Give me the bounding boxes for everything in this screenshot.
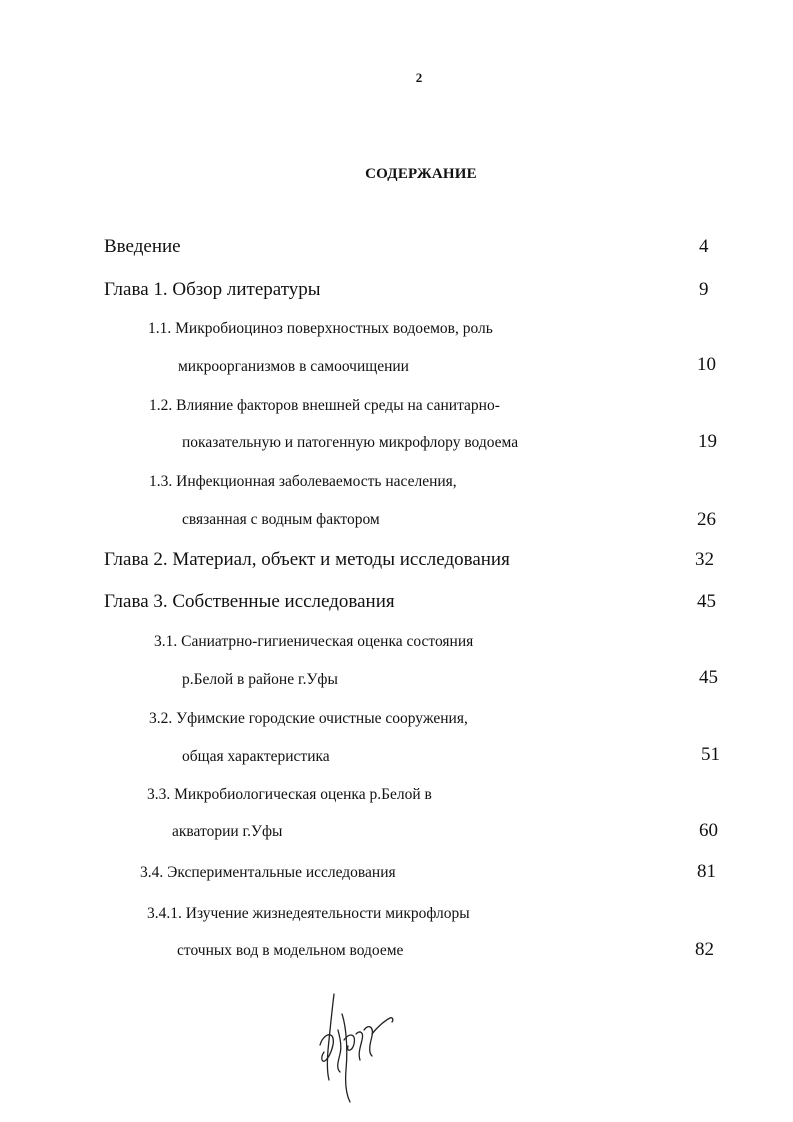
toc-entry-1-2-line-1: 1.2. Влияние факторов внешней среды на санитарно- — [149, 397, 500, 414]
toc-entry-3-2-line-2: общая характеристика — [182, 748, 330, 765]
toc-entry-1-2-line-2: показательную и патогенную микрофлору водоема — [182, 434, 519, 451]
toc-entry-introduction: Введение — [104, 236, 181, 257]
toc-entry-3-2-line-1: 3.2. Уфимские городские очистные сооружения, — [149, 710, 468, 727]
toc-page-1-3: 26 — [697, 509, 716, 530]
toc-entry-chapter-3: Глава 3. Собственные исследования — [104, 591, 395, 612]
toc-page-chapter-3: 45 — [697, 591, 716, 612]
toc-page-introduction: 4 — [699, 236, 709, 257]
toc-entry-3-1-line-2: р.Белой в районе г.Уфы — [182, 671, 338, 688]
toc-entry-1-3-line-2: связанная с водным фактором — [182, 511, 380, 528]
page-number: 2 — [415, 70, 423, 85]
toc-entry-1-1-line-1: 1.1. Микробиоциноз поверхностных водоемов, роль — [148, 320, 493, 337]
toc-entry-chapter-2: Глава 2. Материал, объект и методы исследования — [104, 549, 510, 570]
toc-page-3-4-1: 82 — [695, 939, 714, 960]
toc-page-3-1: 45 — [699, 667, 718, 688]
toc-entry-1-1-line-2: микроорганизмов в самоочищении — [178, 358, 409, 375]
handwritten-signature — [316, 990, 406, 1105]
toc-entry-3-4-1-line-1: 3.4.1. Изучение жизнедеятельности микрофлоры — [147, 905, 470, 922]
toc-page-1-2: 19 — [698, 431, 717, 452]
toc-entry-3-4: 3.4. Экспериментальные исследования — [140, 864, 396, 881]
toc-page-3-4: 81 — [697, 861, 716, 882]
toc-page-3-2: 51 — [701, 744, 720, 765]
toc-entry-3-1-line-1: 3.1. Саниатрно-гигиеническая оценка состояния — [154, 633, 474, 650]
toc-page-3-3: 60 — [699, 820, 718, 841]
toc-entry-3-4-1-line-2: сточных вод в модельном водоеме — [177, 942, 404, 959]
toc-entry-chapter-1: Глава 1. Обзор литературы — [104, 279, 321, 300]
toc-entry-3-3-line-2: акватории г.Уфы — [172, 823, 283, 840]
toc-entry-1-3-line-1: 1.3. Инфекционная заболеваемость населения, — [149, 473, 457, 490]
toc-entry-3-3-line-1: 3.3. Микробиологическая оценка р.Белой в — [147, 786, 432, 803]
toc-page-1-1: 10 — [697, 354, 716, 375]
toc-page-chapter-2: 32 — [695, 549, 714, 570]
toc-page-chapter-1: 9 — [699, 279, 709, 300]
toc-title: СОДЕРЖАНИЕ — [365, 166, 477, 182]
